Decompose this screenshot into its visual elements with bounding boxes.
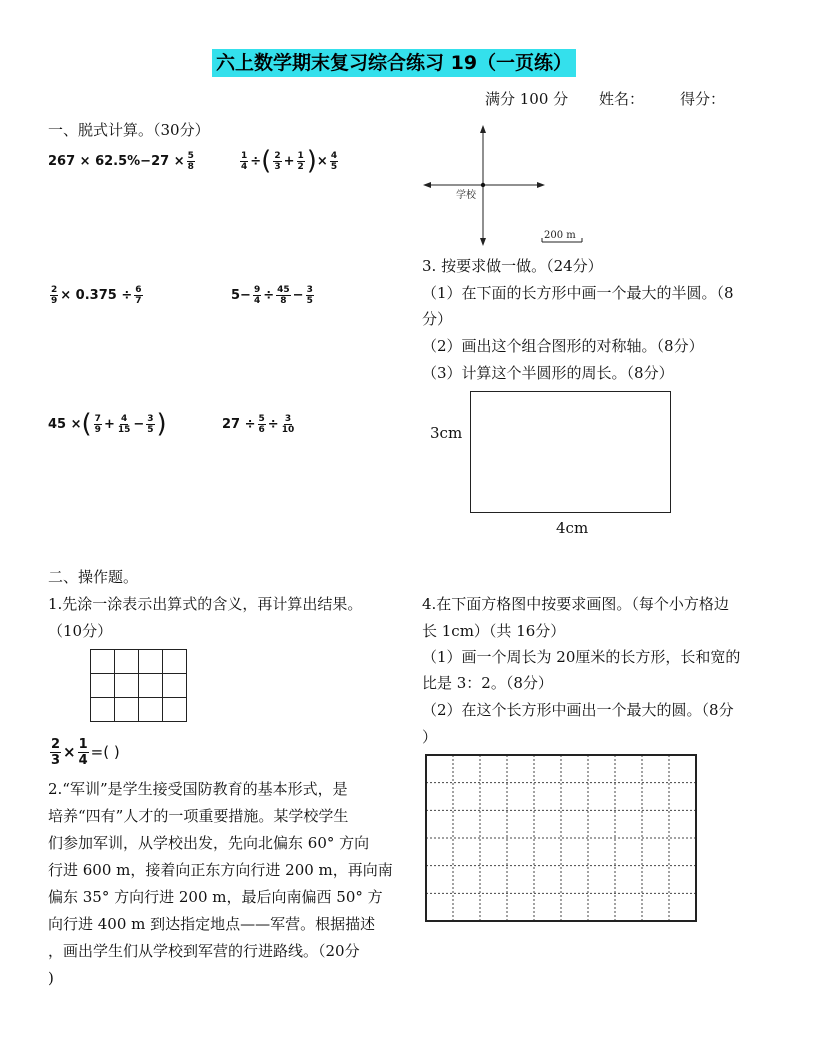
denominator: 9 (94, 424, 101, 435)
name-label: 姓名： (599, 90, 645, 108)
denominator: 8 (280, 295, 287, 306)
q2-line-1: 2.“军训”是学生接受国防教育的基本形式，是 (48, 780, 348, 798)
south-arrow (480, 238, 486, 246)
fraction (117, 414, 132, 435)
fraction (273, 151, 281, 172)
numerator: 45 (277, 284, 290, 295)
fraction (330, 151, 338, 172)
paren-open: ( (261, 146, 272, 176)
denominator: 4 (78, 752, 88, 768)
operator: ÷ (263, 287, 275, 303)
grid-cell[interactable] (91, 674, 115, 698)
grid-cell[interactable] (139, 698, 163, 722)
rect-side-label: 3cm (430, 424, 463, 442)
denominator: 2 (297, 161, 304, 172)
grid-cell[interactable] (91, 698, 115, 722)
q2-line-7: ，画出学生们从学校到军营的行进路线。（20分 (48, 942, 360, 960)
q4-line-6: ） (422, 728, 438, 746)
scale-label: 200 m (544, 230, 576, 241)
fraction (94, 414, 102, 435)
fraction (297, 151, 305, 172)
expr-text: 27 ÷ (222, 416, 256, 432)
q2-line-2: 培养“四有”人才的一项重要措施。某学校学生 (48, 807, 349, 825)
grid-cell[interactable] (163, 650, 187, 674)
q2-line-3: 们参加军训，从学校出发，先向北偏东 60° 方向 (48, 834, 370, 852)
q3-line-2: （1）在下面的长方形中画一个最大的半圆。（8 (422, 284, 734, 302)
operator: − (292, 287, 304, 303)
fraction (240, 151, 248, 172)
fraction (187, 151, 195, 172)
q3-line-5: （3）计算这个半圆形的周长。（8分） (422, 364, 674, 382)
q2-line-8: ) (48, 969, 54, 987)
numerator: 1 (241, 150, 248, 161)
denominator: 6 (258, 424, 265, 435)
operator: × (316, 153, 328, 169)
school-label: 学校 (456, 190, 476, 201)
q4-line-5: （2）在这个长方形中画出一个最大的圆。（8分 (422, 701, 734, 719)
operator: ÷ (250, 153, 262, 169)
q2-line-5: 偏东 35° 方向行进 200 m，最后向南偏西 50° 方 (48, 888, 383, 906)
denominator: 5 (306, 295, 313, 306)
q4-line-4: 比是 3：2。（8分） (422, 674, 553, 692)
paren-close: ) (156, 409, 167, 439)
grid-cell[interactable] (163, 698, 187, 722)
q1-expression (48, 732, 120, 772)
grid-cell[interactable] (115, 698, 139, 722)
denominator: 5 (330, 161, 338, 172)
numerator: 1 (297, 150, 304, 161)
drawing-grid[interactable] (425, 754, 697, 922)
operator: ÷ (267, 416, 279, 432)
school-point (481, 183, 485, 187)
fraction (146, 414, 154, 435)
fraction (78, 737, 89, 768)
numerator: 2 (51, 284, 58, 295)
denominator: 8 (187, 161, 194, 172)
fraction (276, 285, 291, 306)
q3-line-3: 分） (422, 310, 453, 328)
fraction (50, 737, 61, 768)
numerator: 4 (120, 413, 128, 424)
numerator: 2 (51, 736, 61, 752)
numerator: 5 (187, 150, 194, 161)
paren-open: ( (81, 409, 92, 439)
expr-text: 5− (231, 287, 251, 303)
expression-4 (231, 282, 316, 308)
numerator: 3 (284, 413, 292, 424)
q2-line-6: 向行进 400 m 到达指定地点——军营。根据描述 (48, 915, 376, 933)
fraction (50, 285, 58, 306)
east-arrow (537, 182, 545, 188)
numerator: 6 (135, 284, 142, 295)
west-arrow (423, 182, 431, 188)
direction-diagram (420, 124, 600, 248)
q3-line-4: （2）画出这个组合图形的对称轴。（8分） (422, 337, 704, 355)
section1-heading: 一、脱式计算。（30分） (48, 121, 210, 139)
q4-line-3: （1）画一个周长为 20厘米的长方形，长和宽的 (422, 648, 741, 666)
operator: − (133, 416, 145, 432)
grid-cell[interactable] (139, 674, 163, 698)
numerator: 5 (258, 413, 265, 424)
denominator: 5 (147, 424, 154, 435)
rectangle-3x4[interactable] (470, 391, 671, 513)
grid-cell[interactable] (115, 674, 139, 698)
denominator: 15 (117, 424, 131, 435)
numerator: 9 (253, 284, 261, 295)
fraction (281, 414, 296, 435)
grid-cell[interactable] (139, 650, 163, 674)
numerator: 3 (147, 413, 154, 424)
shading-grid (90, 649, 187, 722)
north-arrow (480, 125, 486, 133)
fraction (258, 414, 266, 435)
denominator: 7 (135, 295, 142, 306)
numerator: 3 (306, 284, 313, 295)
fraction (253, 285, 261, 306)
q1-line-2: （10分） (48, 622, 113, 640)
expr-text: × 0.375 ÷ (60, 287, 133, 303)
expression-5 (48, 408, 167, 440)
q4-line-1: 4.在下面方格图中按要求画图。（每个小方格边 (422, 595, 729, 613)
q3-line-1: 3. 按要求做一做。（24分） (422, 257, 603, 275)
q1-line-1: 1.先涂一涂表示出算式的含义，再计算出结果。 (48, 595, 363, 613)
numerator: 1 (78, 736, 88, 752)
denominator: 4 (253, 295, 261, 306)
grid-cell[interactable] (163, 674, 187, 698)
denominator: 3 (51, 752, 61, 768)
score-label: 得分： (680, 90, 726, 108)
fraction (134, 285, 142, 306)
grid-cell[interactable] (91, 650, 115, 674)
expr-text: 45 × (48, 416, 82, 432)
numerator: 4 (330, 150, 338, 161)
expression-3 (48, 282, 145, 308)
denominator: 3 (274, 161, 281, 172)
section2-heading: 二、操作题。 (48, 568, 139, 586)
operator: × (63, 743, 76, 761)
expr-text: 267 × 62.5%−27 × (48, 153, 185, 169)
expression-6 (222, 410, 297, 438)
operator: + (283, 153, 295, 169)
numerator: 2 (274, 150, 281, 161)
operator: + (103, 416, 115, 432)
rect-bottom-label: 4cm (556, 519, 589, 537)
denominator: 10 (281, 424, 295, 435)
answer-blank[interactable]: =( ) (90, 743, 120, 761)
denominator: 9 (51, 295, 58, 306)
denominator: 4 (241, 161, 248, 172)
grid-lines (426, 755, 696, 921)
expression-2 (238, 146, 340, 176)
expression-1 (48, 148, 197, 174)
q2-line-4: 行进 600 m，接着向正东方向行进 200 m，再向南 (48, 861, 393, 879)
grid-cell[interactable] (115, 650, 139, 674)
fraction (306, 285, 314, 306)
page-title: 六上数学期末复习综合练习 19（一页练） (212, 49, 576, 77)
paren-close: ) (306, 146, 317, 176)
q4-line-2: 长 1cm）（共 16分） (422, 622, 566, 640)
numerator: 7 (94, 413, 101, 424)
full-score: 满分 100 分 (485, 90, 569, 108)
